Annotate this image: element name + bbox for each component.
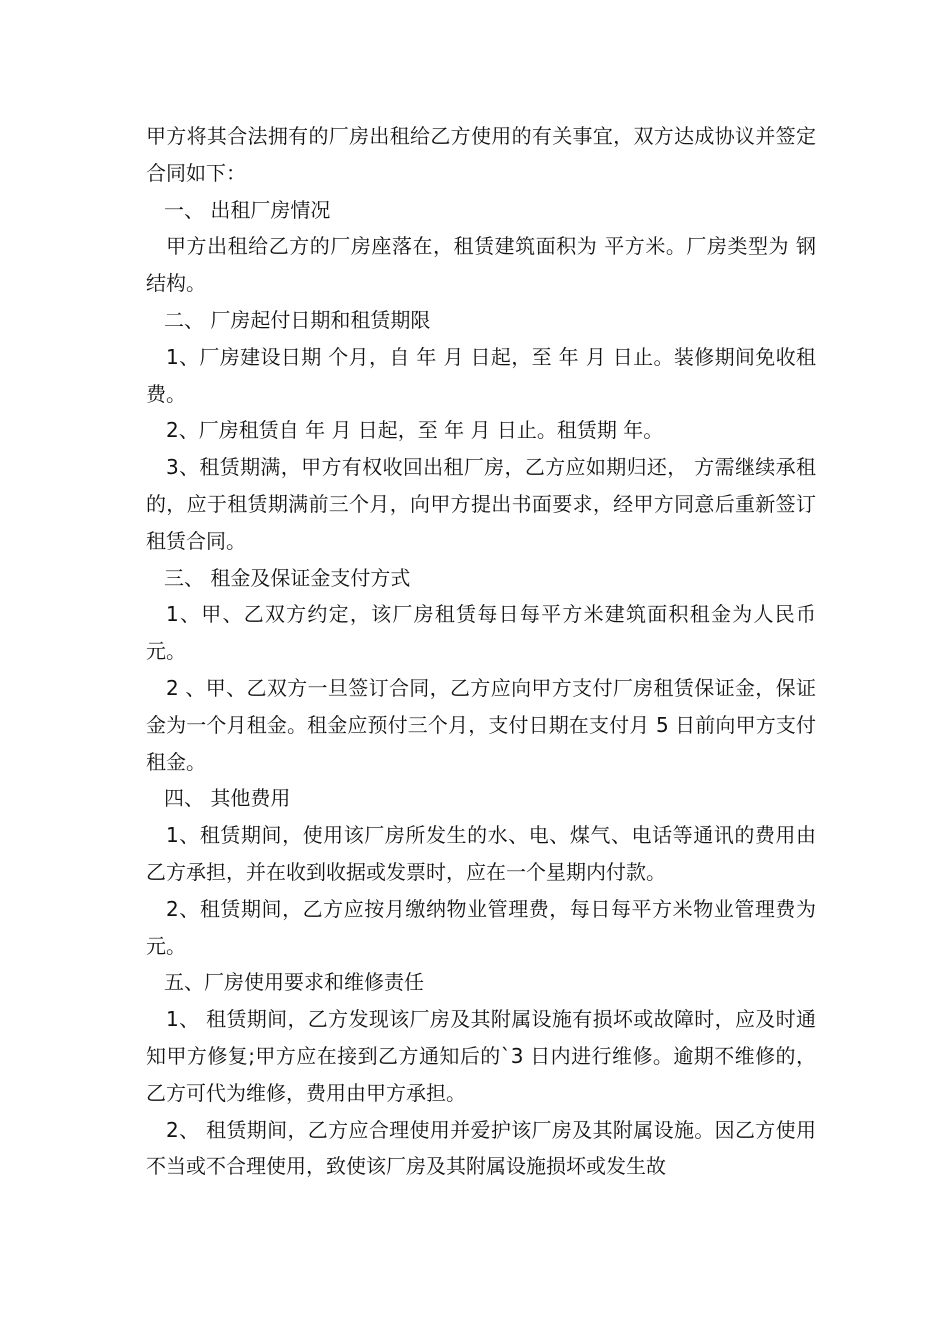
- clause-3-1: 1、甲、乙双方约定，该厂房租赁每日每平方米建筑面积租金为人民币 元。: [146, 602, 816, 664]
- document-body: [146, 118, 816, 1185]
- section-heading-4: 四、 其他费用: [164, 786, 291, 811]
- clause-4-2: 2、租赁期间，乙方应按月缴纳物业管理费，每日每平方米物业管理费为 元。: [146, 896, 816, 958]
- section-heading-5: 五、厂房使用要求和维修责任: [164, 970, 424, 995]
- section-heading-2: 二、 厂房起付日期和租赁期限: [164, 307, 431, 332]
- section-heading-1: 一、 出租厂房情况: [164, 197, 331, 222]
- paragraph-intro: 甲方将其合法拥有的厂房出租给乙方使用的有关事宜，双方达成协议并签定合同如下：: [146, 124, 816, 185]
- clause-4-1: 1、租赁期间，使用该厂房所发生的水、电、煤气、电话等通讯的费用由乙方承担，并在收到收据或发票时，应在一个星期内付款。: [146, 823, 816, 884]
- section-heading-3: 三、 租金及保证金支付方式: [164, 565, 411, 590]
- clause-2-2: 2、厂房租赁自 年 月 日起，至 年 月 日止。租赁期 年。: [166, 418, 664, 443]
- clause-2-1: 1、厂房建设日期 个月，自 年 月 日起，至 年 月 日止。装修期间免收租费。: [146, 344, 816, 406]
- clause-2-3: 3、租赁期满，甲方有权收回出租厂房，乙方应如期归还， 方需继续承租的，应于租赁期满前三个月，向甲方提出书面要求，经甲方同意后重新签订租赁合同。: [146, 455, 816, 553]
- clause-5-1: 1、 租赁期间，乙方发现该厂房及其附属设施有损坏或故障时，应及时通知甲方修复;甲方应在接到乙方通知后的`3 日内进行维修。逾期不维修的，乙方可代为维修，费用由甲方承担。: [146, 1007, 816, 1105]
- clause-5-2: 2、 租赁期间，乙方应合理使用并爱护该厂房及其附属设施。因乙方使用不当或不合理使用，致使该厂房及其附属设施损坏或发生故: [146, 1117, 816, 1179]
- paragraph-1: 甲方出租给乙方的厂房座落在，租赁建筑面积为 平方米。厂房类型为 钢 结构。: [146, 234, 816, 296]
- clause-3-2: 2 、甲、乙双方一旦签订合同，乙方应向甲方支付厂房租赁保证金，保证金为一个月租金。租金应预付三个月，支付日期在支付月 5 日前向甲方支付租金。: [146, 675, 816, 774]
